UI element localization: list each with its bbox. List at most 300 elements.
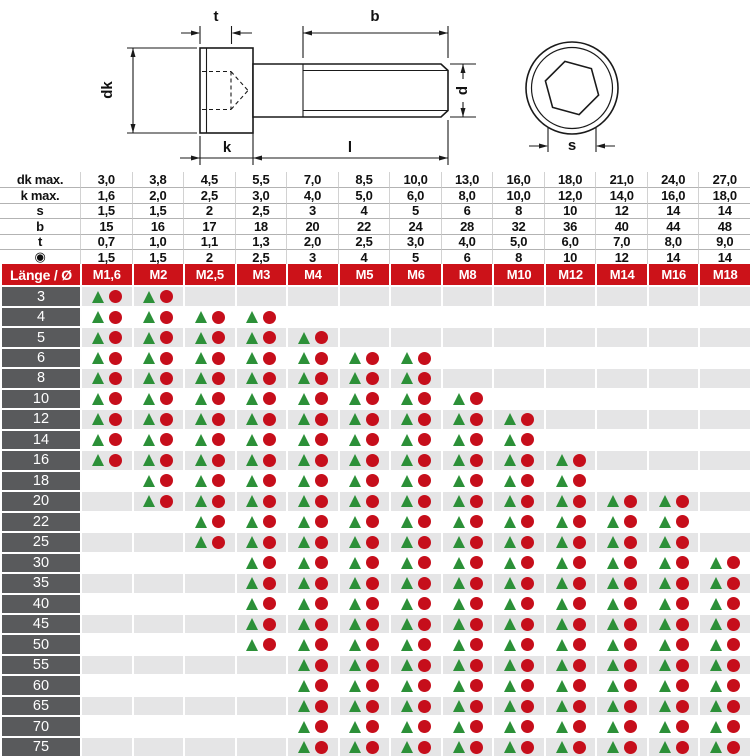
triangle-icon <box>92 352 104 364</box>
triangle-icon <box>298 495 310 507</box>
triangle-icon <box>298 352 310 364</box>
availability-cell <box>338 492 390 510</box>
availability-cell <box>492 676 544 694</box>
triangle-icon <box>298 332 310 344</box>
triangle-icon <box>143 372 155 384</box>
triangle-icon <box>659 557 671 569</box>
triangle-icon <box>143 413 155 425</box>
circle-icon <box>315 433 328 446</box>
availability-cell <box>389 492 441 510</box>
triangle-icon <box>504 741 516 753</box>
triangle-icon <box>607 577 619 589</box>
triangle-icon <box>453 721 465 733</box>
circle-icon <box>263 331 276 344</box>
triangle-icon <box>607 741 619 753</box>
availability-cell <box>389 676 441 694</box>
availability-cell <box>698 595 750 613</box>
availability-cell <box>492 615 544 633</box>
availability-cell <box>441 717 493 735</box>
spec-value: 9,0 <box>698 234 750 249</box>
spec-value: 18,0 <box>544 172 596 187</box>
spec-value: 12 <box>595 249 647 264</box>
spec-row-label: b <box>0 218 80 233</box>
triangle-icon <box>556 680 568 692</box>
table-row <box>0 285 750 305</box>
triangle-icon <box>710 598 722 610</box>
availability-cell <box>647 492 699 510</box>
availability-cell <box>235 554 287 572</box>
column-header: M10 <box>492 264 544 285</box>
spec-row-label: t <box>0 234 80 249</box>
availability-cell <box>595 451 647 469</box>
spec-value: 5,0 <box>492 234 544 249</box>
row-length-label: 65 <box>0 697 80 715</box>
spec-value: 5 <box>389 203 441 218</box>
circle-icon <box>263 311 276 324</box>
circle-icon <box>418 495 431 508</box>
triangle-icon <box>556 618 568 630</box>
circle-icon <box>366 659 379 672</box>
triangle-icon <box>504 475 516 487</box>
availability-cell <box>389 554 441 572</box>
spec-value: 3 <box>286 249 338 264</box>
spec-value: 10 <box>544 203 596 218</box>
availability-cell <box>595 369 647 387</box>
triangle-icon <box>453 475 465 487</box>
availability-cell <box>286 595 338 613</box>
availability-cell <box>132 513 184 531</box>
triangle-icon <box>298 680 310 692</box>
triangle-icon <box>143 291 155 303</box>
availability-cell <box>647 554 699 572</box>
spec-value: 7,0 <box>595 234 647 249</box>
triangle-icon <box>504 495 516 507</box>
availability-cell <box>492 554 544 572</box>
row-length-label: 16 <box>0 451 80 469</box>
circle-icon <box>418 433 431 446</box>
circle-icon <box>109 413 122 426</box>
circle-icon <box>470 597 483 610</box>
availability-cell <box>235 635 287 653</box>
triangle-icon <box>246 372 258 384</box>
column-header: M2 <box>132 264 184 285</box>
triangle-icon <box>349 372 361 384</box>
availability-cell <box>80 513 132 531</box>
triangle-icon <box>504 639 516 651</box>
circle-icon <box>727 700 740 713</box>
screw-technical-drawing <box>0 0 750 170</box>
availability-cell <box>132 717 184 735</box>
spec-value: 2,5 <box>183 187 235 202</box>
availability-cell <box>338 574 390 592</box>
row-length-label: 12 <box>0 410 80 428</box>
triangle-icon <box>659 516 671 528</box>
triangle-icon <box>401 557 413 569</box>
circle-icon <box>470 638 483 651</box>
circle-icon <box>315 638 328 651</box>
availability-cell <box>80 738 132 756</box>
triangle-icon <box>298 598 310 610</box>
circle-icon <box>676 700 689 713</box>
availability-cell <box>80 574 132 592</box>
availability-cell <box>441 431 493 449</box>
triangle-icon <box>298 393 310 405</box>
availability-cell <box>441 554 493 572</box>
triangle-icon <box>246 434 258 446</box>
triangle-icon <box>607 598 619 610</box>
triangle-icon <box>143 454 155 466</box>
spec-value: 3,0 <box>80 172 132 187</box>
availability-cell <box>80 410 132 428</box>
triangle-icon <box>298 577 310 589</box>
column-header: M5 <box>338 264 390 285</box>
table-row <box>0 408 750 428</box>
circle-icon <box>366 454 379 467</box>
availability-cell <box>132 308 184 326</box>
availability-cell <box>132 369 184 387</box>
triangle-icon <box>246 577 258 589</box>
triangle-icon <box>246 311 258 323</box>
dim-label-d: d <box>453 85 471 96</box>
triangle-icon <box>92 413 104 425</box>
spec-value: 18 <box>235 218 287 233</box>
circle-icon <box>573 577 586 590</box>
circle-icon <box>727 638 740 651</box>
table-row <box>0 470 750 490</box>
availability-cell <box>544 513 596 531</box>
availability-cell <box>338 390 390 408</box>
circle-icon <box>624 659 637 672</box>
circle-icon <box>212 495 225 508</box>
row-length-label: 45 <box>0 615 80 633</box>
availability-cell <box>286 410 338 428</box>
triangle-icon <box>659 721 671 733</box>
availability-cell <box>595 533 647 551</box>
circle-icon <box>366 577 379 590</box>
circle-icon <box>624 618 637 631</box>
circle-icon <box>315 413 328 426</box>
spec-value: 40 <box>595 218 647 233</box>
circle-icon <box>521 577 534 590</box>
triangle-icon <box>556 639 568 651</box>
triangle-icon <box>246 618 258 630</box>
triangle-icon <box>298 557 310 569</box>
availability-cell <box>235 676 287 694</box>
availability-cell <box>698 287 750 305</box>
triangle-icon <box>298 372 310 384</box>
availability-cell <box>544 472 596 490</box>
circle-icon <box>418 597 431 610</box>
availability-cell <box>647 595 699 613</box>
availability-cell <box>647 615 699 633</box>
availability-cell <box>595 574 647 592</box>
availability-cell <box>132 554 184 572</box>
availability-cell <box>647 635 699 653</box>
availability-cell <box>492 574 544 592</box>
availability-cell <box>441 595 493 613</box>
availability-cell <box>389 717 441 735</box>
spec-value: 8 <box>492 249 544 264</box>
triangle-icon <box>401 680 413 692</box>
table-row <box>0 654 750 674</box>
availability-cell <box>595 390 647 408</box>
triangle-icon <box>195 536 207 548</box>
triangle-icon <box>195 475 207 487</box>
circle-icon <box>521 454 534 467</box>
circle-icon <box>263 495 276 508</box>
triangle-icon <box>607 639 619 651</box>
circle-icon <box>418 556 431 569</box>
availability-cell <box>338 369 390 387</box>
availability-cell <box>595 492 647 510</box>
availability-cell <box>544 656 596 674</box>
row-length-label: 14 <box>0 431 80 449</box>
triangle-icon <box>298 516 310 528</box>
spec-value: 14,0 <box>595 187 647 202</box>
row-length-label: 50 <box>0 635 80 653</box>
spec-value: 5,0 <box>338 187 390 202</box>
availability-cell <box>235 410 287 428</box>
availability-cell <box>441 410 493 428</box>
circle-icon <box>109 311 122 324</box>
circle-icon <box>521 700 534 713</box>
availability-cell <box>492 738 544 756</box>
circle-icon <box>315 597 328 610</box>
triangle-icon <box>453 557 465 569</box>
row-length-label: 8 <box>0 369 80 387</box>
circle-icon <box>418 536 431 549</box>
circle-icon <box>521 433 534 446</box>
circle-icon <box>676 556 689 569</box>
spec-value: 2,5 <box>235 203 287 218</box>
spec-value: 7,0 <box>286 172 338 187</box>
spec-row-label: s <box>0 203 80 218</box>
availability-cell <box>544 717 596 735</box>
triangle-icon <box>453 393 465 405</box>
availability-cell <box>235 513 287 531</box>
circle-icon <box>109 372 122 385</box>
triangle-icon <box>607 557 619 569</box>
circle-icon <box>573 495 586 508</box>
availability-cell <box>544 287 596 305</box>
availability-cell <box>647 697 699 715</box>
availability-cell <box>544 635 596 653</box>
circle-icon <box>315 679 328 692</box>
availability-cell <box>698 472 750 490</box>
availability-cell <box>338 410 390 428</box>
triangle-icon <box>556 495 568 507</box>
availability-cell <box>595 308 647 326</box>
circle-icon <box>470 659 483 672</box>
triangle-icon <box>710 557 722 569</box>
availability-cell <box>183 635 235 653</box>
triangle-icon <box>710 721 722 733</box>
triangle-icon <box>453 618 465 630</box>
triangle-icon <box>246 536 258 548</box>
circle-icon <box>160 311 173 324</box>
availability-cell <box>132 635 184 653</box>
table-row <box>0 552 750 572</box>
spec-table <box>0 170 750 264</box>
triangle-icon <box>453 639 465 651</box>
spec-value: 2,0 <box>286 234 338 249</box>
circle-icon <box>315 720 328 733</box>
availability-cell <box>80 676 132 694</box>
availability-cell <box>595 595 647 613</box>
availability-cell <box>492 431 544 449</box>
availability-cell <box>595 513 647 531</box>
availability-cell <box>132 349 184 367</box>
availability-cell <box>595 287 647 305</box>
triangle-icon <box>453 680 465 692</box>
availability-cell <box>698 390 750 408</box>
circle-icon <box>366 536 379 549</box>
spec-value: 1,3 <box>235 234 287 249</box>
availability-cell <box>286 492 338 510</box>
availability-cell <box>698 349 750 367</box>
circle-icon <box>470 495 483 508</box>
column-header: M8 <box>441 264 493 285</box>
availability-cell <box>698 328 750 346</box>
availability-cell <box>338 349 390 367</box>
circle-icon <box>212 392 225 405</box>
availability-cell <box>698 717 750 735</box>
circle-icon <box>160 433 173 446</box>
availability-cell <box>544 410 596 428</box>
triangle-icon <box>401 721 413 733</box>
availability-cell <box>183 513 235 531</box>
availability-cell <box>698 451 750 469</box>
column-header: M1,6 <box>80 264 132 285</box>
availability-cell <box>338 656 390 674</box>
circle-icon <box>263 474 276 487</box>
circle-icon <box>160 352 173 365</box>
circle-icon <box>573 741 586 754</box>
circle-icon <box>676 515 689 528</box>
triangle-icon <box>349 516 361 528</box>
spec-row-label: dk max. <box>16 172 64 188</box>
availability-cell <box>698 533 750 551</box>
triangle-icon <box>453 454 465 466</box>
triangle-icon <box>195 454 207 466</box>
availability-cell <box>286 431 338 449</box>
availability-cell <box>132 615 184 633</box>
availability-cell <box>183 349 235 367</box>
availability-cell <box>698 410 750 428</box>
circle-icon <box>470 454 483 467</box>
spec-value: 5,5 <box>235 172 287 187</box>
availability-cell <box>235 717 287 735</box>
circle-icon <box>470 741 483 754</box>
availability-cell <box>544 451 596 469</box>
triangle-icon <box>401 516 413 528</box>
availability-cell <box>286 472 338 490</box>
circle-icon <box>573 618 586 631</box>
circle-icon <box>470 474 483 487</box>
availability-cell <box>80 328 132 346</box>
circle-icon <box>315 352 328 365</box>
spec-value: 4,5 <box>183 172 235 187</box>
circle-icon <box>212 433 225 446</box>
spec-value: 0,7 <box>80 234 132 249</box>
spec-value: 48 <box>698 218 750 233</box>
triangle-icon <box>298 454 310 466</box>
circle-icon <box>521 638 534 651</box>
circle-icon <box>521 597 534 610</box>
table-row <box>0 593 750 613</box>
triangle-icon <box>659 700 671 712</box>
circle-icon <box>470 720 483 733</box>
circle-icon <box>109 454 122 467</box>
circle-icon <box>521 515 534 528</box>
availability-cell <box>698 431 750 449</box>
column-header: M2,5 <box>183 264 235 285</box>
spec-value: 4,0 <box>441 234 493 249</box>
triangle-icon <box>349 618 361 630</box>
circle-icon <box>624 495 637 508</box>
triangle-icon <box>349 741 361 753</box>
availability-cell <box>286 676 338 694</box>
triangle-icon <box>710 741 722 753</box>
availability-cell <box>286 349 338 367</box>
circle-icon <box>315 454 328 467</box>
circle-icon <box>212 536 225 549</box>
spec-value: 3,0 <box>235 187 287 202</box>
availability-cell <box>183 308 235 326</box>
availability-cell <box>647 738 699 756</box>
availability-cell <box>492 308 544 326</box>
availability-cell <box>235 615 287 633</box>
availability-cell <box>492 410 544 428</box>
circle-icon <box>263 352 276 365</box>
circle-icon <box>727 679 740 692</box>
triangle-icon <box>504 434 516 446</box>
availability-cell <box>235 574 287 592</box>
availability-cell <box>80 287 132 305</box>
availability-cell <box>492 328 544 346</box>
availability-cell <box>441 513 493 531</box>
availability-cell <box>492 492 544 510</box>
availability-cell <box>132 451 184 469</box>
availability-cell <box>183 554 235 572</box>
circle-icon <box>573 454 586 467</box>
table-row <box>0 490 750 510</box>
availability-cell <box>698 554 750 572</box>
circle-icon <box>315 372 328 385</box>
triangle-icon <box>504 557 516 569</box>
circle-icon <box>160 290 173 303</box>
availability-cell <box>286 451 338 469</box>
availability-cell <box>338 595 390 613</box>
availability-cell <box>183 369 235 387</box>
circle-icon <box>470 392 483 405</box>
spec-value: 27,0 <box>698 172 750 187</box>
circle-icon <box>366 638 379 651</box>
availability-cell <box>441 697 493 715</box>
triangle-icon <box>92 291 104 303</box>
circle-icon <box>624 515 637 528</box>
circle-icon <box>315 741 328 754</box>
circle-icon <box>470 556 483 569</box>
triangle-icon <box>246 639 258 651</box>
spec-value: 1,6 <box>80 187 132 202</box>
spec-value: 14 <box>698 203 750 218</box>
availability-cell <box>441 451 493 469</box>
triangle-icon <box>453 516 465 528</box>
circle-icon <box>624 556 637 569</box>
availability-cell <box>544 738 596 756</box>
availability-cell <box>183 492 235 510</box>
